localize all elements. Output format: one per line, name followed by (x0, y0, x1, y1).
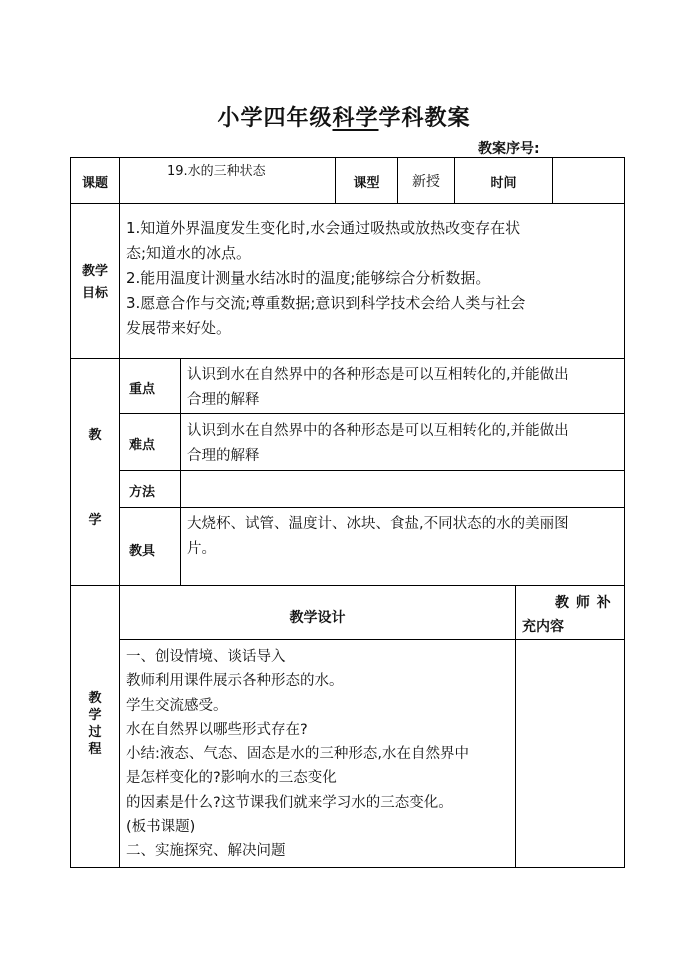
objective-line: 3.愿意合作与交流;尊重数据;意识到科学技术会给人类与社会 (126, 294, 526, 312)
key-point-line: 合理的解释 (187, 391, 260, 408)
key-point-label: 重点 (129, 382, 156, 397)
process-line: (板书课题) (126, 819, 196, 836)
objective-line: 态;知道水的冰点。 (126, 244, 252, 262)
process-line: 水在自然界以哪些形式存在? (126, 721, 308, 738)
process-line: 二、实施探究、解决问题 (126, 843, 286, 860)
table-border (624, 157, 625, 868)
lesson-type-label: 课型 (353, 176, 380, 191)
process-line: 是怎样变化的?影响水的三态变化 (126, 770, 337, 787)
key-point-line: 认识到水在自然界中的各种形态是可以互相转化的,并能做出 (187, 367, 569, 383)
supplement-header-line: 教 师 补 (555, 595, 612, 611)
teaching-label-2: 学 (88, 513, 102, 528)
tools-text (187, 512, 569, 561)
objectives-text (126, 216, 525, 341)
key-point-text (187, 363, 569, 412)
table-border (119, 157, 120, 868)
table-border (552, 157, 553, 203)
process-content (126, 645, 469, 864)
table-border (180, 358, 181, 585)
lesson-label: 课题 (81, 176, 108, 191)
table-border (119, 413, 625, 414)
table-border (70, 867, 625, 868)
process-label-char: 教 (88, 691, 102, 706)
table-border (70, 203, 625, 204)
lesson-title: 19.水的三种状态 (167, 164, 266, 179)
process-line: 一、创设情境、谈话导入 (126, 649, 286, 665)
teaching-label-1: 教 (88, 428, 102, 443)
process-label-char: 过 (88, 725, 102, 740)
tools-line: 大烧杯、试管、温度计、冰块、食盐,不同状态的水的美丽图 (187, 516, 569, 532)
objective-line: 2.能用温度计测量水结冰时的温度;能够综合分析数据。 (126, 269, 491, 287)
objectives-label-line: 目标 (81, 286, 108, 301)
table-border (119, 507, 625, 508)
serial-number-label: 教案序号: (478, 141, 540, 157)
method-label: 方法 (129, 485, 156, 500)
process-line: 的因素是什么?这节课我们就来学习水的三态变化。 (126, 794, 453, 811)
objectives-label-line: 教学 (81, 264, 108, 279)
lesson-type-value: 新授 (412, 174, 440, 190)
process-label-char: 学 (88, 708, 102, 723)
objectives-label (71, 261, 119, 305)
tools-line: 片。 (187, 540, 216, 557)
objective-line: 1.知道外界温度发生变化时,水会通过吸热或放热改变存在状 (126, 219, 521, 237)
difficulty-text (187, 419, 569, 468)
title-text-2: 学科教案 (378, 105, 471, 131)
process-line: 小结:液态、气态、固态是水的三种形态,水在自然界中 (126, 746, 469, 763)
difficulty-label: 难点 (129, 438, 156, 453)
table-border (515, 585, 516, 868)
design-header: 教学设计 (289, 610, 346, 626)
table-border (70, 157, 625, 158)
title-subject: 科学 (332, 105, 379, 131)
process-line: 学生交流感受。 (126, 697, 228, 714)
document-title (0, 101, 688, 132)
objective-line: 发展带来好处。 (126, 319, 232, 337)
table-border (119, 470, 625, 471)
supplement-header (522, 591, 612, 639)
difficulty-line: 合理的解释 (187, 447, 260, 464)
title-text-1: 小学四年级 (217, 105, 333, 131)
difficulty-line: 认识到水在自然界中的各种形态是可以互相转化的,并能做出 (187, 423, 569, 439)
table-border (70, 585, 625, 586)
supplement-header-line: 充内容 (522, 619, 564, 635)
process-label-char: 程 (88, 742, 102, 757)
process-label (71, 690, 119, 758)
table-border (70, 358, 625, 359)
process-line: 教师利用课件展示各种形态的水。 (126, 673, 344, 690)
time-label: 时间 (490, 176, 517, 191)
tools-label: 教具 (129, 544, 156, 559)
table-border (119, 639, 625, 640)
